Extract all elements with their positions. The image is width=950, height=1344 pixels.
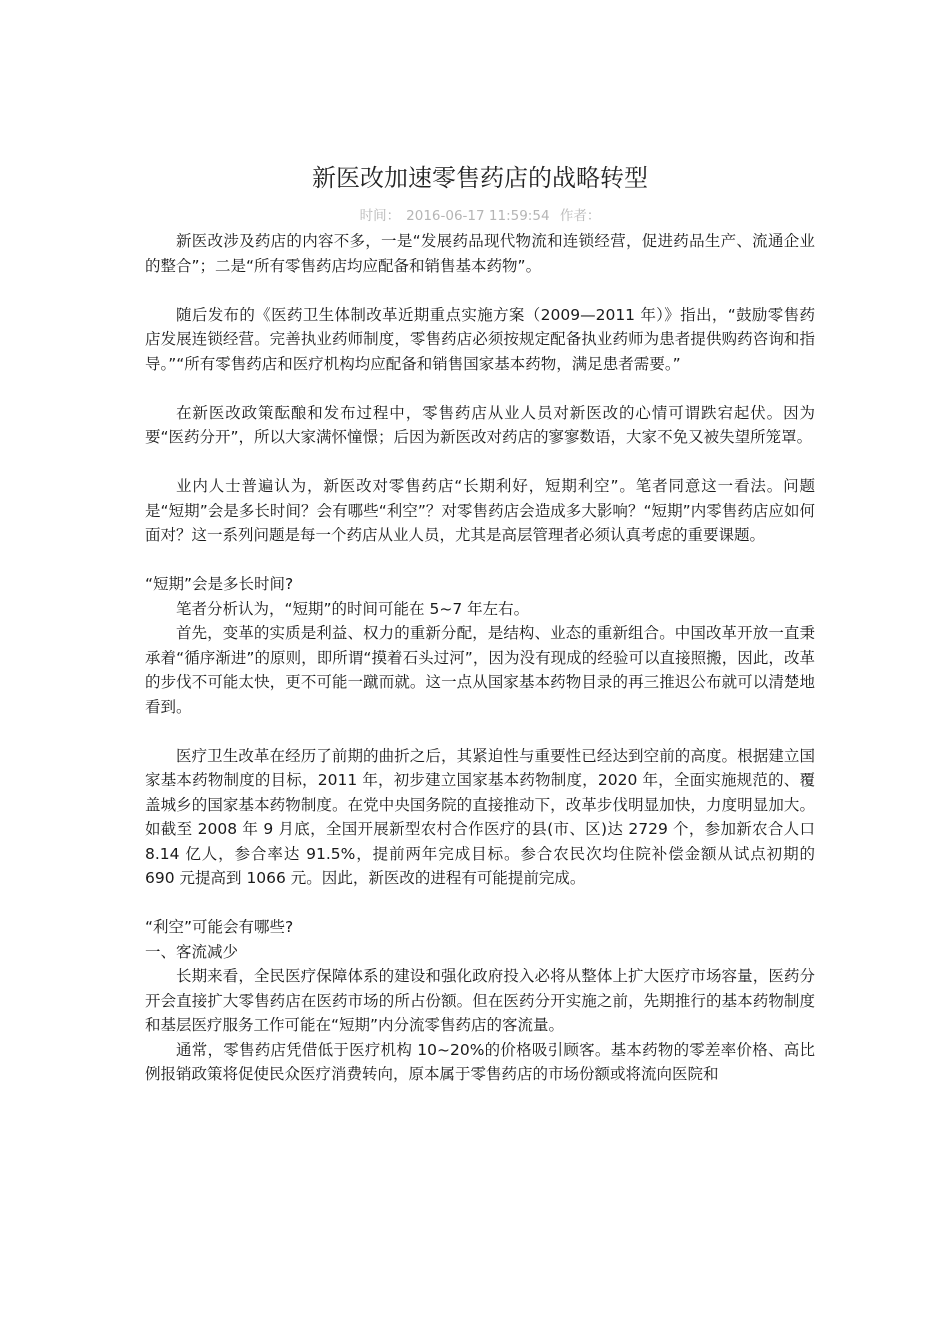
subsection-heading: 一、客流减少 <box>145 942 239 961</box>
paragraph: 首先，变革的实质是利益、权力的重新分配，是结构、业态的重新组合。中国改革开放一直秉承着“循序渐进”的原则，即所谓“摸着石头过河”，因为没有现成的经验可以直接照搬，因此，改革的步伐不可能太快，更不可能一蹴而就。这一点从国家基本药物目录的再三推迟公布就可以清楚地看到。 <box>145 624 815 716</box>
author-label: 作者： <box>559 208 601 224</box>
section-heading: “短期”会是多长时间? <box>145 575 294 593</box>
section-heading: “利空”可能会有哪些? <box>145 918 294 936</box>
paragraph: 医疗卫生改革在经历了前期的曲折之后，其紧迫性与重要性已经达到空前的高度。根据建立国家基本药物制度的目标，2011 年，初步建立国家基本药物制度，2020 年，全面实施规范的、覆盖城乡的国家基本药物制度。在党中央国务院的直接推动下，改革步伐明显加快，力度明显加大。如截至 2008 年 9 月底，全国开展新型农村合作医疗的县(市、区)达 2729 个，参加新农合人口 8.14 亿人，参合率达 91.5%，提前两年完成目标。参合农民次均住院补偿金额从试点初期的 690 元提高到 1066 元。因此，新医改的进程有可能提前完成。 <box>145 746 815 887</box>
paragraph: 业内人士普遍认为，新医改对零售药店“长期利好，短期利空”。笔者同意这一看法。问题是“短期”会是多长时间？会有哪些“利空”？对零售药店会造成多大影响？“短期”内零售药店应如何面对？这一系列问题是每一个药店从业人员，尤其是高层管理者必须认真考虑的重要课题。 <box>145 477 815 544</box>
paragraph: 随后发布的《医药卫生体制改革近期重点实施方案（2009—2011 年）》指出，“鼓励零售药店发展连锁经营。完善执业药师制度，零售药店必须按规定配备执业药师为患者提供购药咨询和指导。”“所有零售药店和医疗机构均应配备和销售国家基本药物，满足患者需要。” <box>145 305 815 373</box>
publish-time: 2016-06-17 11:59:54 <box>406 208 550 224</box>
paragraph: 新医改涉及药店的内容不多，一是“发展药品现代物流和连锁经营，促进药品生产、流通企业的整合”；二是“所有零售药店均应配备和销售基本药物”。 <box>145 232 815 275</box>
paragraph: 笔者分析认为，“短期”的时间可能在 5~7 年左右。 <box>176 599 530 618</box>
article-body <box>145 229 815 1087</box>
article-title: 新医改加速零售药店的战略转型 <box>312 164 648 192</box>
paragraph: 通常，零售药店凭借低于医疗机构 10~20%的价格吸引顾客。基本药物的零差率价格、高比例报销政策将促使民众医疗消费转向，原本属于零售药店的市场份额或将流向医院和 <box>145 1040 815 1083</box>
time-label: 时间： <box>359 208 401 224</box>
article <box>145 0 815 1087</box>
paragraph: 长期来看，全民医疗保障体系的建设和强化政府投入必将从整体上扩大医疗市场容量，医药分开会直接扩大零售药店在医药市场的所占份额。但在医药分开实施之前，先期推行的基本药物制度和基层医疗服务工作可能在“短期”内分流零售药店的客流量。 <box>145 967 815 1034</box>
paragraph: 在新医改政策酝酿和发布过程中，零售药店从业人员对新医改的心情可谓跌宕起伏。因为要“医药分开”，所以大家满怀憧憬；后因为新医改对药店的寥寥数语，大家不免又被失望所笼罩。 <box>145 403 815 446</box>
article-meta <box>145 207 815 225</box>
